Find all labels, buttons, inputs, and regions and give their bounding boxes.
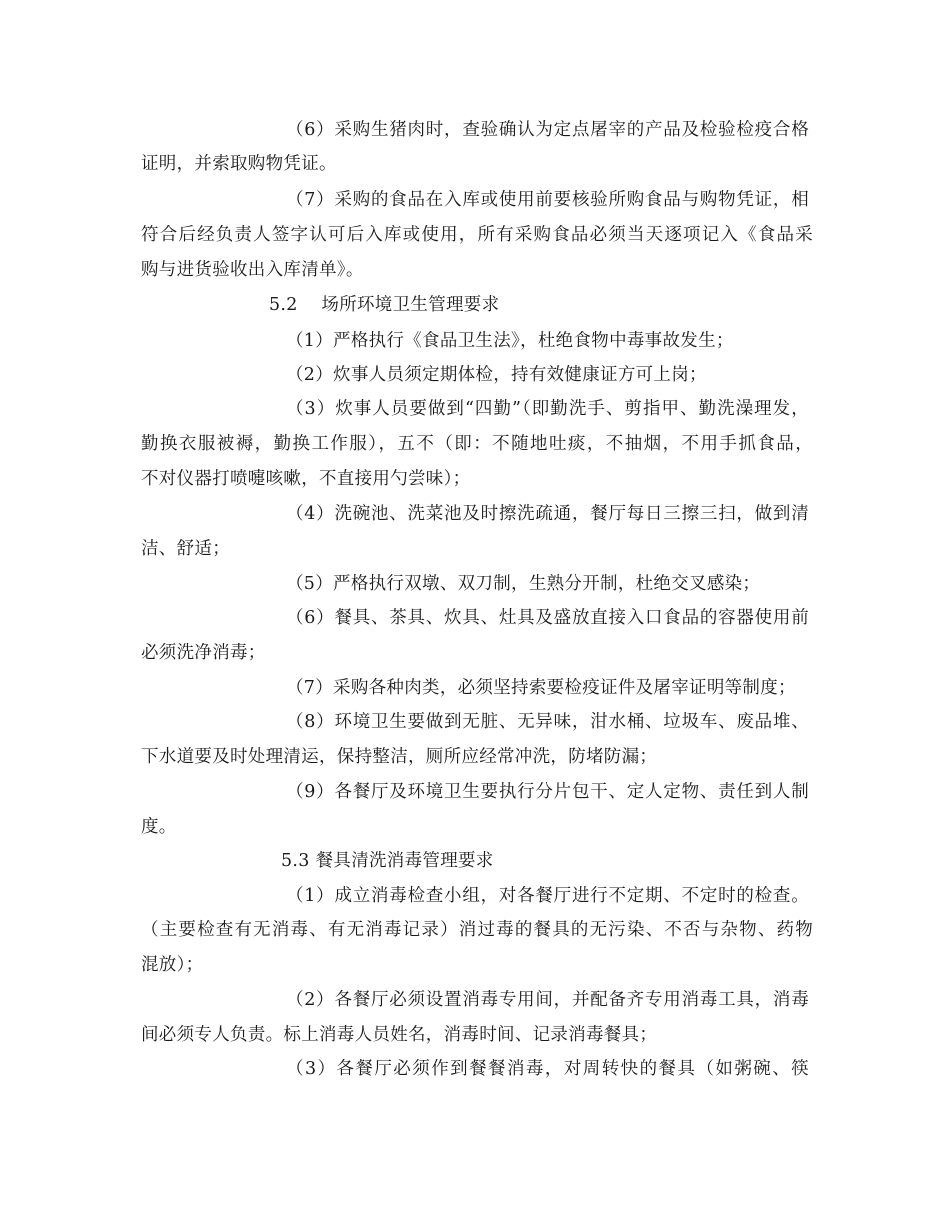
- paragraph-line: 证明，并索取购物凭证。: [141, 154, 337, 174]
- paragraph-line: 混放）；: [141, 955, 204, 975]
- paragraph-line: （7）采购的食品在入库或使用前要核验所购食品与购物凭证，相: [286, 190, 809, 210]
- paragraph-line: 间必须专人负责。标上消毒人员姓名，消毒时间、记录消毒餐具；: [141, 1025, 658, 1045]
- list-item: （4）洗碗池、洗菜池及时擦洗疏通，餐厅每日三擦三扫，做到清: [286, 504, 809, 524]
- paragraph-line: （主要检查有无消毒、有无消毒记录）消过毒的餐具的无污染、不否与杂物、药物: [141, 920, 813, 940]
- list-item: （1）成立消毒检查小组，对各餐厅进行不定期、不定时的检查。: [286, 886, 809, 906]
- list-item: （2）炊事人员须定期体检，持有效健康证方可上岗；: [286, 365, 707, 385]
- paragraph-line: 符合后经负责人签字认可后入库或使用，所有采购食品必须当天逐项记入《食品采: [141, 225, 813, 245]
- list-item: （1）严格执行《食品卫生法》，杜绝食物中毒事故发生；: [286, 331, 734, 351]
- paragraph-line: 必须洗净消毒；: [141, 643, 266, 663]
- paragraph-line: 勤换衣服被褥，勤换工作服），五不（即：不随地吐痰，不抽烟，不用手抓食品，: [141, 434, 813, 454]
- paragraph-line: 购与进货验收出入库清单》。: [141, 260, 364, 280]
- paragraph-line: 度。: [141, 817, 177, 837]
- list-item: （3）炊事人员要做到“四勤”（即勤洗手、剪指甲、勤洗澡理发，: [286, 399, 809, 419]
- paragraph-line: 洁、舒适；: [141, 539, 230, 559]
- section-heading: 5.2 场所环境卫生管理要求: [269, 295, 500, 315]
- list-item: （7）采购各种肉类，必须坚持索要检疫证件及屠宰证明等制度；: [286, 678, 796, 698]
- list-item: （9）各餐厅及环境卫生要执行分片包干、定人定物、责任到人制: [286, 782, 809, 802]
- section-heading: 5.3 餐具清洗消毒管理要求: [281, 851, 494, 871]
- list-item: （5）严格执行双墩、双刀制，生熟分开制，杜绝交叉感染；: [286, 574, 761, 594]
- paragraph-line: 不对仪器打喷嚏咳嗽，不直接用勺尝味）；: [141, 469, 471, 489]
- list-item: （6）餐具、茶具、炊具、灶具及盛放直接入口食品的容器使用前: [286, 608, 809, 628]
- list-item: （2）各餐厅必须设置消毒专用间，并配备齐专用消毒工具，消毒: [286, 990, 809, 1010]
- paragraph-line: 下水道要及时处理清运，保持整洁，厕所应经常冲洗，防堵防漏；: [141, 747, 658, 767]
- paragraph-line: （6）采购生猪肉时，查验确认为定点屠宰的产品及检验检疫合格: [286, 120, 809, 140]
- list-item: （8）环境卫生要做到无脏、无异味，泔水桶、垃圾车、废品堆、: [286, 712, 809, 732]
- list-item: （3）各餐厅必须作到餐餐消毒，对周转快的餐具（如粥碗、筷: [286, 1059, 809, 1079]
